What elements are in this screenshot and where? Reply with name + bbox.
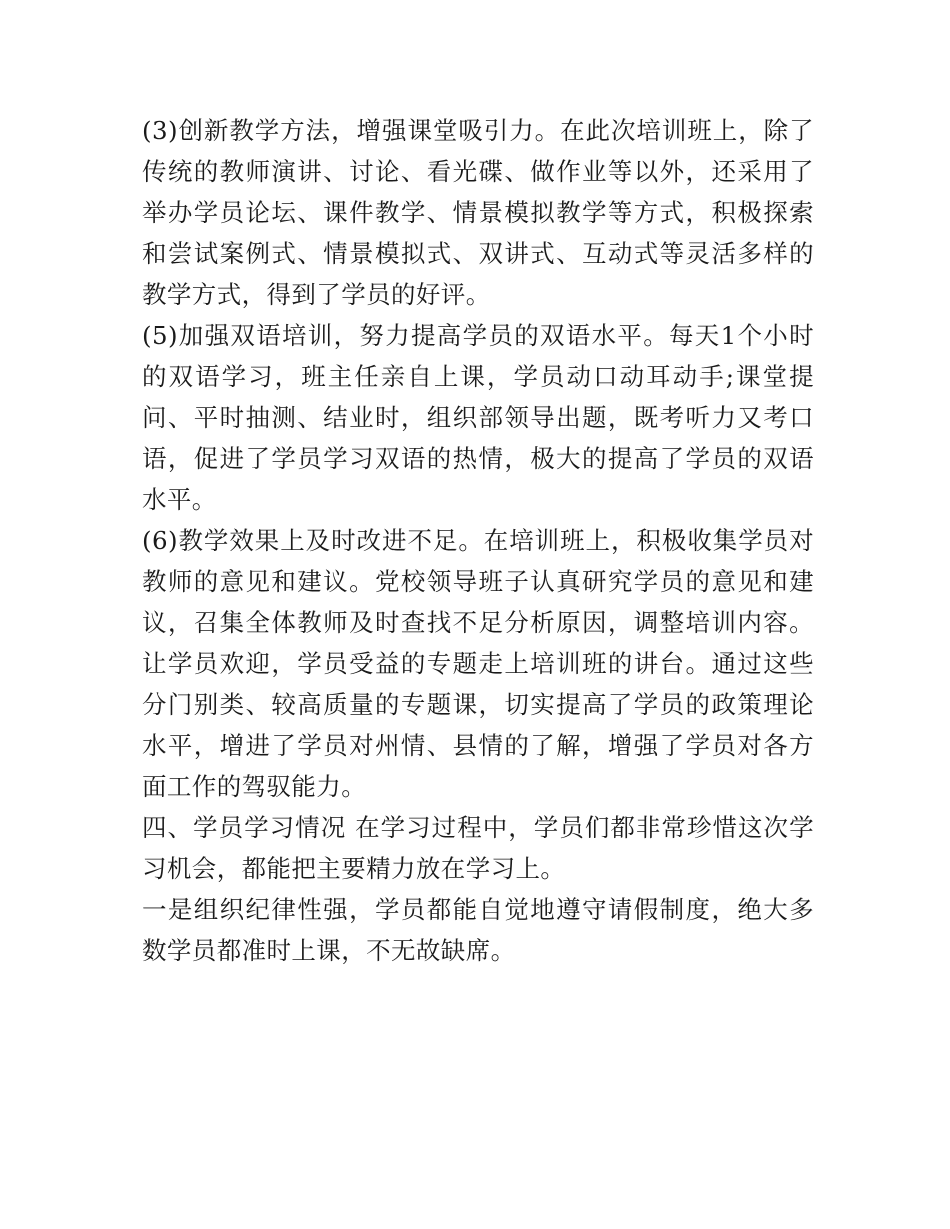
paragraph-student-learning: 四、学员学习情况 在学习过程中，学员们都非常珍惜这次学习机会，都能把主要精力放在学习上。	[142, 813, 814, 883]
document-body	[142, 110, 814, 971]
paragraph-teaching-effect: (6)教学效果上及时改进不足。在培训班上，积极收集学员对教师的意见和建议。党校领导班子认真研究学员的意见和建议，召集全体教师及时查找不足分析原因，调整培训内容。让学员欢迎，学员受益的专题走上培训班的讲台。通过这些分门别类、较高质量的专题课，切实提高了学员的政策理论水平，增进了学员对州情、县情的了解，增强了学员对各方面工作的驾驭能力。	[142, 526, 814, 801]
paragraph-bilingual-training: (5)加强双语培训，努力提高学员的双语水平。每天1个小时的双语学习，班主任亲自上课，学员动口动耳动手;课堂提问、平时抽测、结业时，组织部领导出题，既考听力又考口语，促进了学员学习双语的热情，极大的提高了学员的双语水平。	[142, 321, 814, 514]
paragraph-discipline: 一是组织纪律性强，学员都能自觉地遵守请假制度，绝大多数学员都准时上课，不无故缺席。	[142, 895, 814, 965]
paragraph-teaching-methods: (3)创新教学方法，增强课堂吸引力。在此次培训班上，除了传统的教师演讲、讨论、看光碟、做作业等以外，还采用了举办学员论坛、课件教学、情景模拟教学等方式，积极探索和尝试案例式、情景模拟式、双讲式、互动式等灵活多样的教学方式，得到了学员的好评。	[142, 116, 814, 309]
